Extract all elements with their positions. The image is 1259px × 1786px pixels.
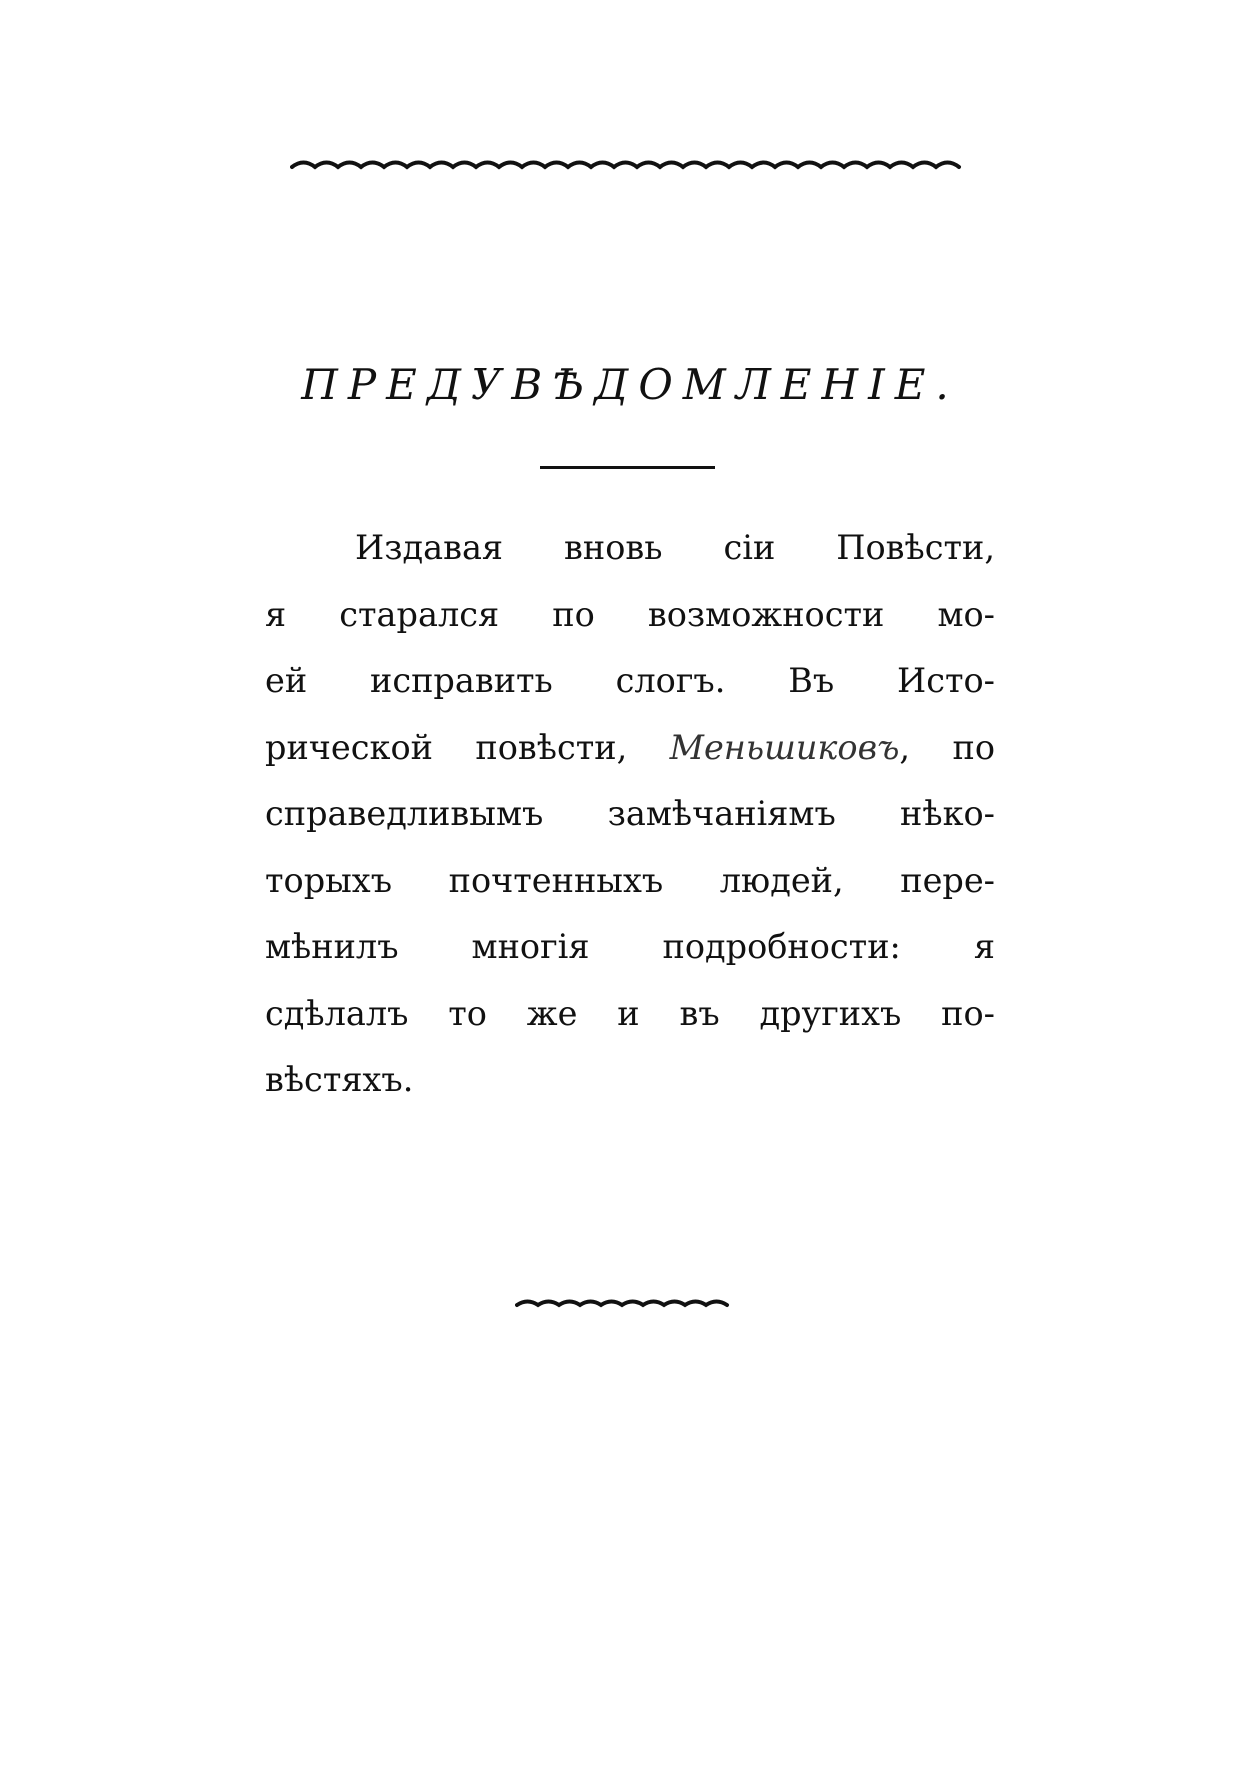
text-line: я старался по возможности мо- (265, 594, 995, 634)
text-line: Издавая вновь сіи Повѣсти, (355, 528, 995, 567)
text-line: сдѣлалъ то же и въ другихъ по- (265, 993, 995, 1033)
text-line: справедливымъ замѣчаніямъ нѣко- (265, 794, 995, 833)
text-line: ей исправить слогъ. Въ Исто- (265, 661, 995, 700)
top-ornament-rule (290, 155, 980, 179)
italic-title: Меньшиковъ (669, 727, 900, 767)
text-line: мѣнилъ многія подробности: я (265, 927, 995, 966)
title-divider (540, 466, 715, 469)
bottom-ornament-rule (515, 1295, 730, 1315)
foreword-paragraph (265, 515, 995, 1114)
text-line: вѣстяхъ. (265, 1060, 414, 1099)
text-line: рической повѣсти, Меньшиковъ, по (265, 727, 995, 767)
text-line: торыхъ почтенныхъ людей, пере- (265, 860, 995, 900)
page-title: ПРЕДУВѢДОМЛЕНІЕ. (301, 360, 959, 409)
